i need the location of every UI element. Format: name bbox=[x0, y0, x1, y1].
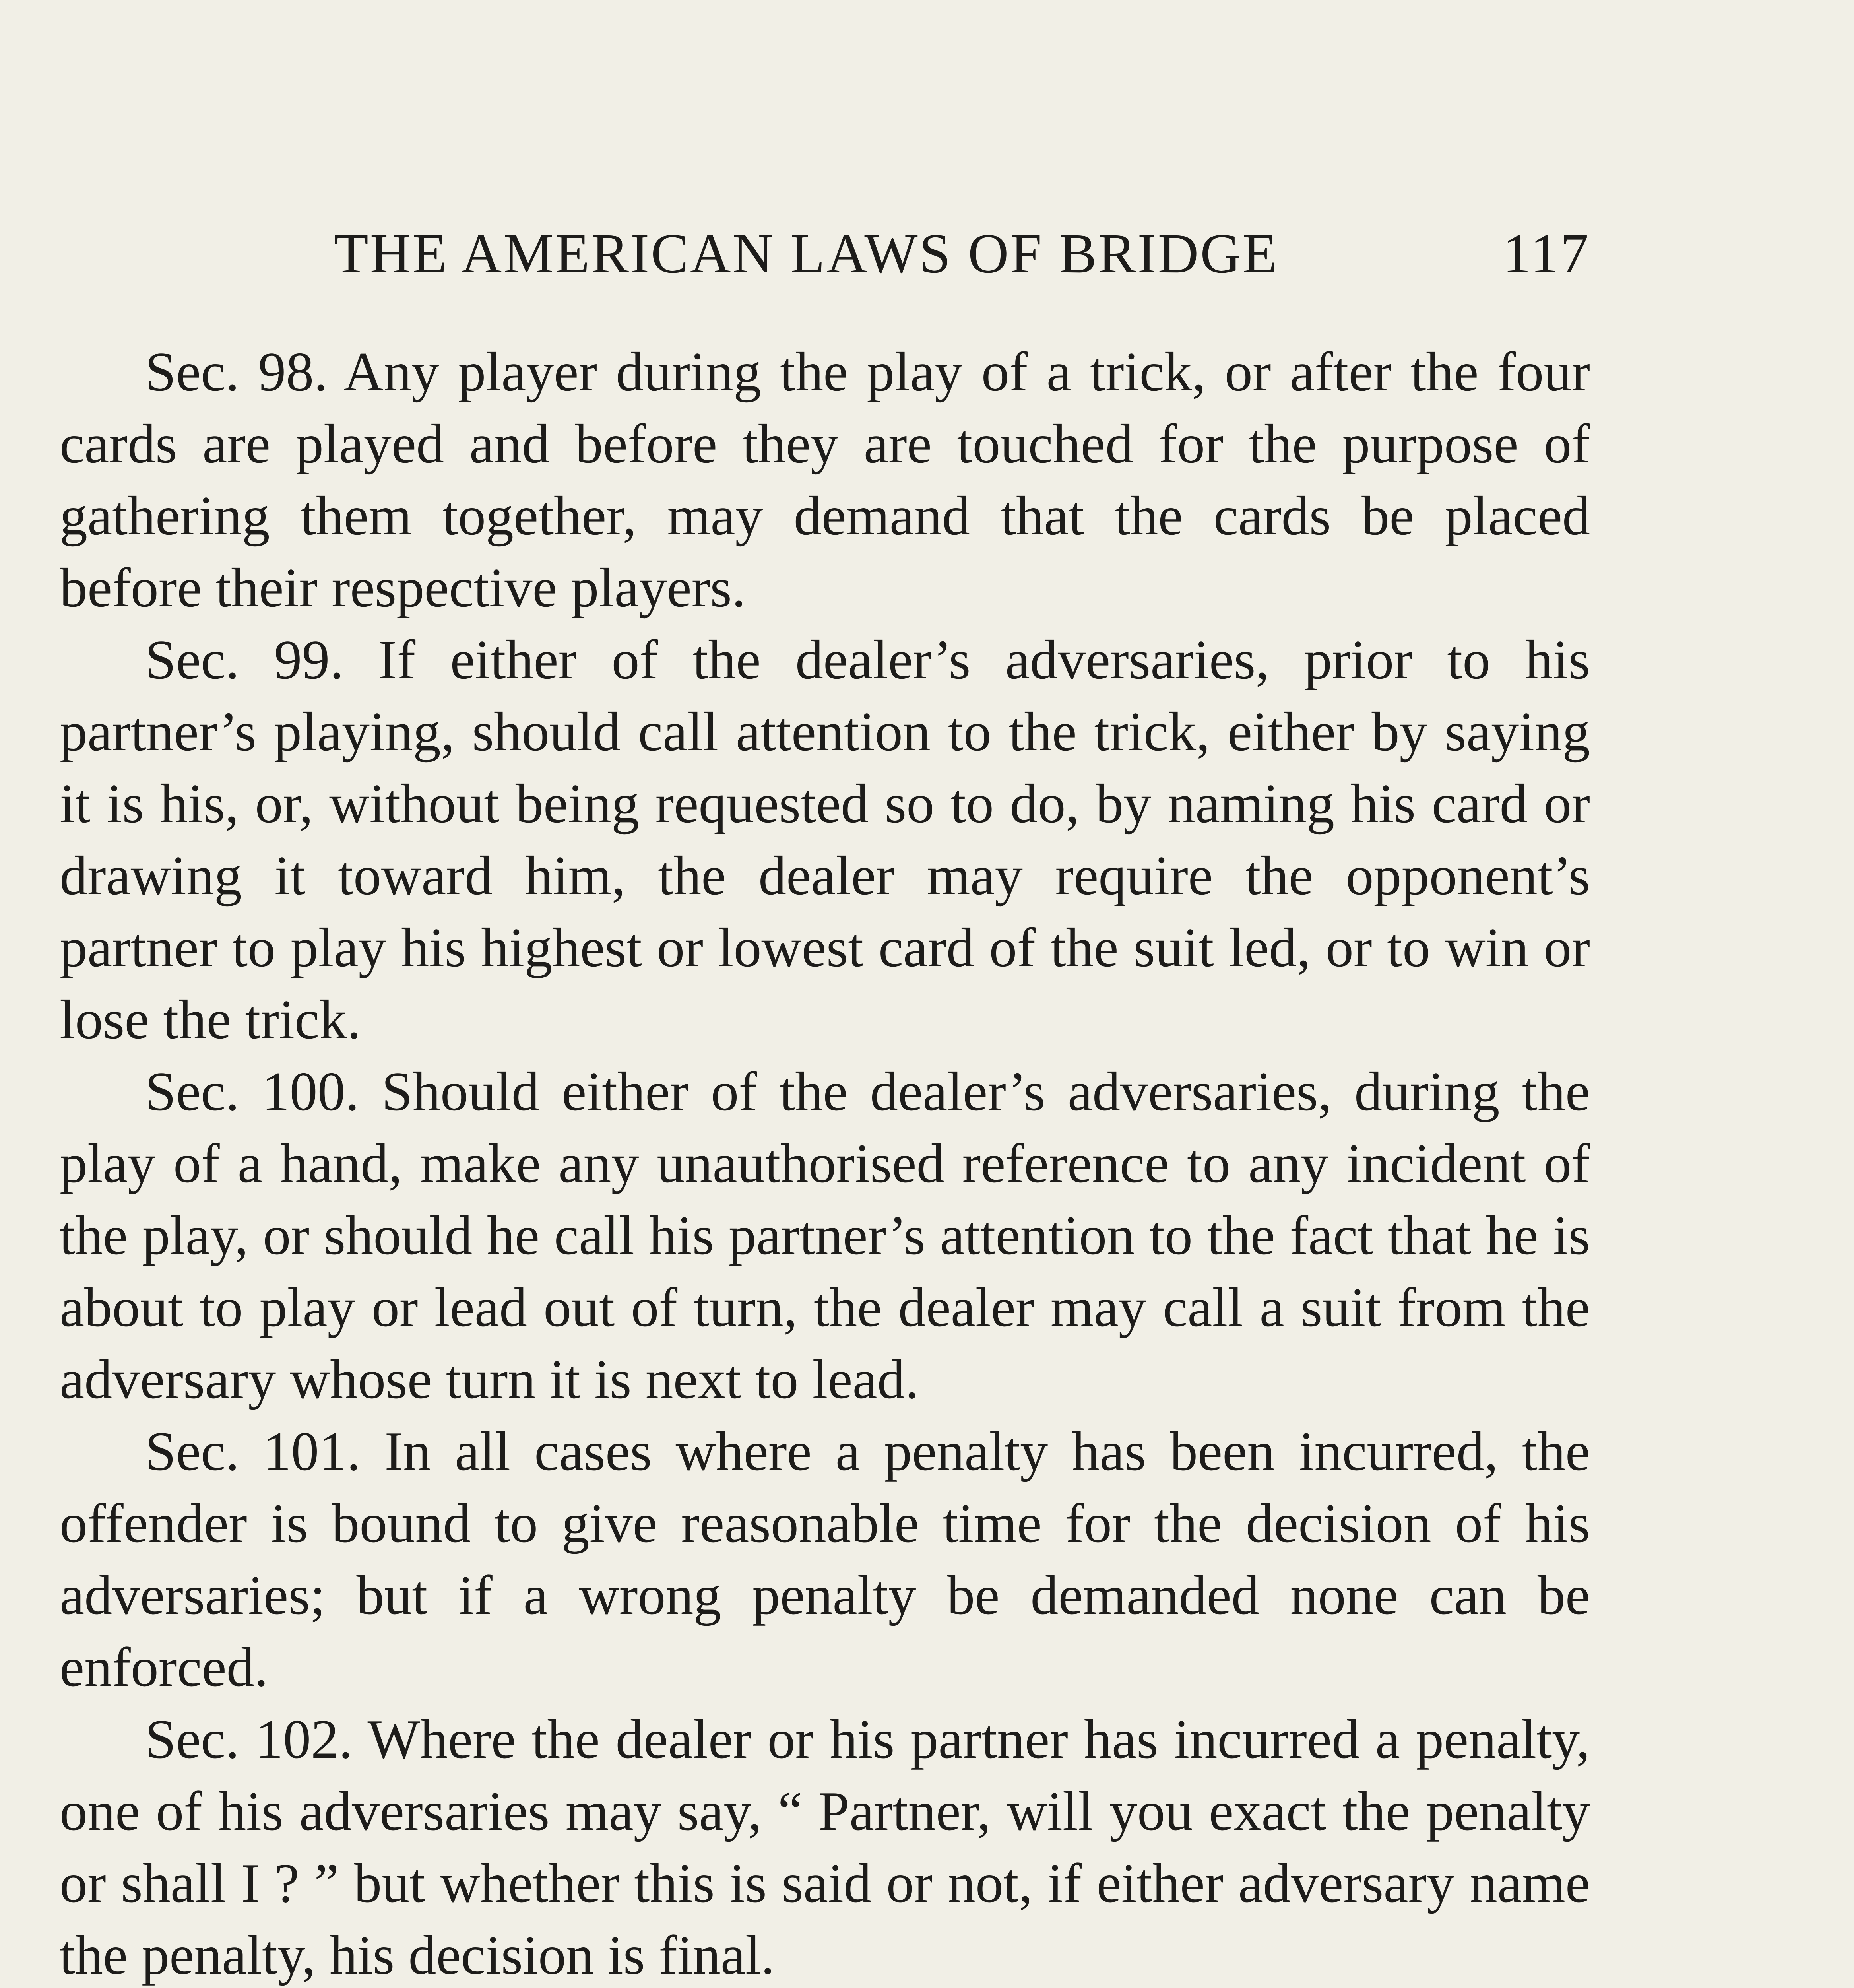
running-title: THE AMERICAN LAWS OF BRIDGE bbox=[334, 222, 1279, 285]
section-101: Sec. 101. In all cases where a penalty has been incurred, the offender is bound to give reasonable time for the decision of his adversaries; but if a wrong penalty be demanded none can be enforced. bbox=[60, 1421, 1590, 1698]
page-number: 117 bbox=[1503, 222, 1590, 285]
section-98: Sec. 98. Any player during the play of a trick, or after the four cards are played and before they are touched for the purpose of gathering them together, may demand that the cards be placed before their respective players. bbox=[60, 341, 1590, 619]
section-102: Sec. 102. Where the dealer or his partner has incurred a penalty, one of his adversaries may say, “ Partner, will you exact the penalty or shall I ? ” but whether this is said or not, if either adversary name the penalty, his decision is final. bbox=[60, 1708, 1590, 1986]
body-text bbox=[60, 336, 1590, 1988]
section-99: Sec. 99. If either of the dealer’s adversaries, prior to his partner’s playing, should call attention to the trick, either by saying it is his, or, without being requested so to do, by naming his card or drawing it toward him, the dealer may require the opponent’s partner to play his highest or lowest card of the suit led, or to win or lose the trick. bbox=[60, 629, 1590, 1050]
section-100: Sec. 100. Should either of the dealer’s adversaries, during the play of a hand, make any unauthorised reference to any incident of the play, or should he call his partner’s attention to the fact that he is about to play or lead out of turn, the dealer may call a suit from the adversary whose turn it is next to lead. bbox=[60, 1061, 1590, 1410]
running-head bbox=[56, 221, 1590, 300]
